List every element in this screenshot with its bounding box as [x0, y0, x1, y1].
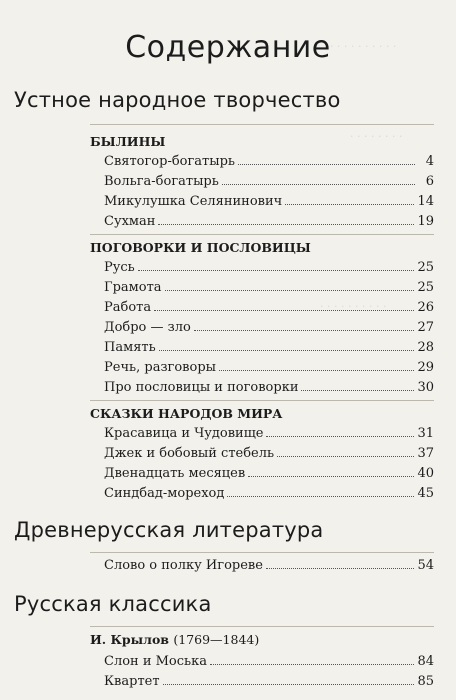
entry-title: Джек и бобовый стебель: [104, 446, 275, 461]
dot-leader: [210, 654, 414, 665]
section-heading: ПОГОВОРКИ И ПОСЛОВИЦЫ: [90, 240, 311, 255]
toc-entry[interactable]: [104, 154, 434, 171]
toc-entry[interactable]: [104, 360, 434, 377]
bleed-through-text: · · · · · · · · · ·: [330, 40, 397, 53]
dot-leader: [194, 320, 415, 331]
dot-leader: [266, 426, 414, 437]
entry-page: 40: [417, 466, 434, 481]
toc-entry[interactable]: [104, 340, 434, 357]
toc-entry[interactable]: [104, 214, 434, 231]
part-heading: Древнерусская литература: [14, 518, 324, 542]
section-heading: [90, 632, 259, 647]
entry-page: 85: [417, 674, 434, 689]
dot-leader: [222, 174, 415, 185]
dot-leader: [277, 446, 414, 457]
dot-leader: [301, 380, 414, 391]
dot-leader: [158, 214, 414, 225]
toc-entry[interactable]: [104, 486, 434, 503]
dot-leader: [219, 360, 414, 371]
toc-entry[interactable]: [104, 446, 434, 463]
section-divider: [90, 552, 434, 553]
entry-page: 28: [417, 340, 434, 355]
section-heading: БЫЛИНЫ: [90, 134, 166, 149]
dot-leader: [159, 340, 415, 351]
entry-title: Микулушка Селянинович: [104, 194, 283, 209]
entry-page: 19: [417, 214, 434, 229]
dot-leader: [285, 194, 414, 205]
entry-title: Вольга-богатырь: [104, 174, 219, 189]
bleed-through-text: · · · · · · · · · ·: [320, 300, 387, 313]
toc-entry[interactable]: [104, 194, 434, 211]
dot-leader: [227, 486, 414, 497]
entry-title: Сухман: [104, 214, 156, 229]
section-divider: [90, 124, 434, 125]
dot-leader: [248, 466, 414, 477]
entry-page: 54: [417, 558, 434, 573]
entry-title: Красавица и Чудовище: [104, 426, 264, 441]
page-title: Содержание: [125, 30, 331, 65]
entry-page: 27: [417, 320, 434, 335]
entry-title: Квартет: [104, 674, 160, 689]
entry-page: 37: [417, 446, 434, 461]
section-heading: СКАЗКИ НАРОДОВ МИРА: [90, 406, 283, 421]
toc-entry[interactable]: [104, 674, 434, 691]
toc-entry[interactable]: [104, 174, 434, 191]
toc-entry[interactable]: [104, 320, 434, 337]
entry-page: 25: [417, 280, 434, 295]
toc-entry[interactable]: [104, 466, 434, 483]
dot-leader: [266, 558, 415, 569]
entry-page: 29: [417, 360, 434, 375]
toc-entry[interactable]: [104, 426, 434, 443]
toc-entry[interactable]: [104, 300, 434, 317]
entry-title: Святогор-богатырь: [104, 154, 235, 169]
entry-title: Слово о полку Игореве: [104, 558, 263, 573]
part-heading: Русская классика: [14, 592, 212, 616]
entry-page: 6: [425, 174, 434, 189]
entry-page: 25: [417, 260, 434, 275]
entry-title: Русь: [104, 260, 135, 275]
entry-page: 31: [417, 426, 434, 441]
part-heading: Устное народное творчество: [14, 88, 341, 112]
toc-entry[interactable]: [104, 558, 434, 575]
dot-leader: [238, 154, 415, 165]
dot-leader: [165, 280, 415, 291]
dot-leader: [163, 674, 415, 685]
entry-title: Слон и Моська: [104, 654, 207, 669]
section-divider: [90, 400, 434, 401]
entry-title: Работа: [104, 300, 152, 315]
section-divider: [90, 626, 434, 627]
toc-entry[interactable]: [104, 280, 434, 297]
entry-title: Про пословицы и поговорки: [104, 380, 299, 395]
toc-entry[interactable]: [104, 380, 434, 397]
entry-title: Синдбад-мореход: [104, 486, 225, 501]
entry-title: Грамота: [104, 280, 162, 295]
author-dates: (1769—1844): [173, 632, 260, 647]
toc-entry[interactable]: [104, 654, 434, 671]
entry-page: 4: [425, 154, 434, 169]
entry-page: 30: [417, 380, 434, 395]
entry-title: Память: [104, 340, 156, 355]
entry-page: 26: [417, 300, 434, 315]
entry-title: Речь, разговоры: [104, 360, 216, 375]
section-divider: [90, 234, 434, 235]
bleed-through-text: · · · · · · · ·: [350, 130, 403, 143]
entry-title: Добро — зло: [104, 320, 191, 335]
entry-page: 45: [417, 486, 434, 501]
dot-leader: [138, 260, 415, 271]
author-name: И. Крылов: [90, 632, 169, 647]
entry-title: Двенадцать месяцев: [104, 466, 246, 481]
dot-leader: [154, 300, 414, 311]
entry-page: 84: [417, 654, 434, 669]
entry-page: 14: [417, 194, 434, 209]
toc-entry[interactable]: [104, 260, 434, 277]
